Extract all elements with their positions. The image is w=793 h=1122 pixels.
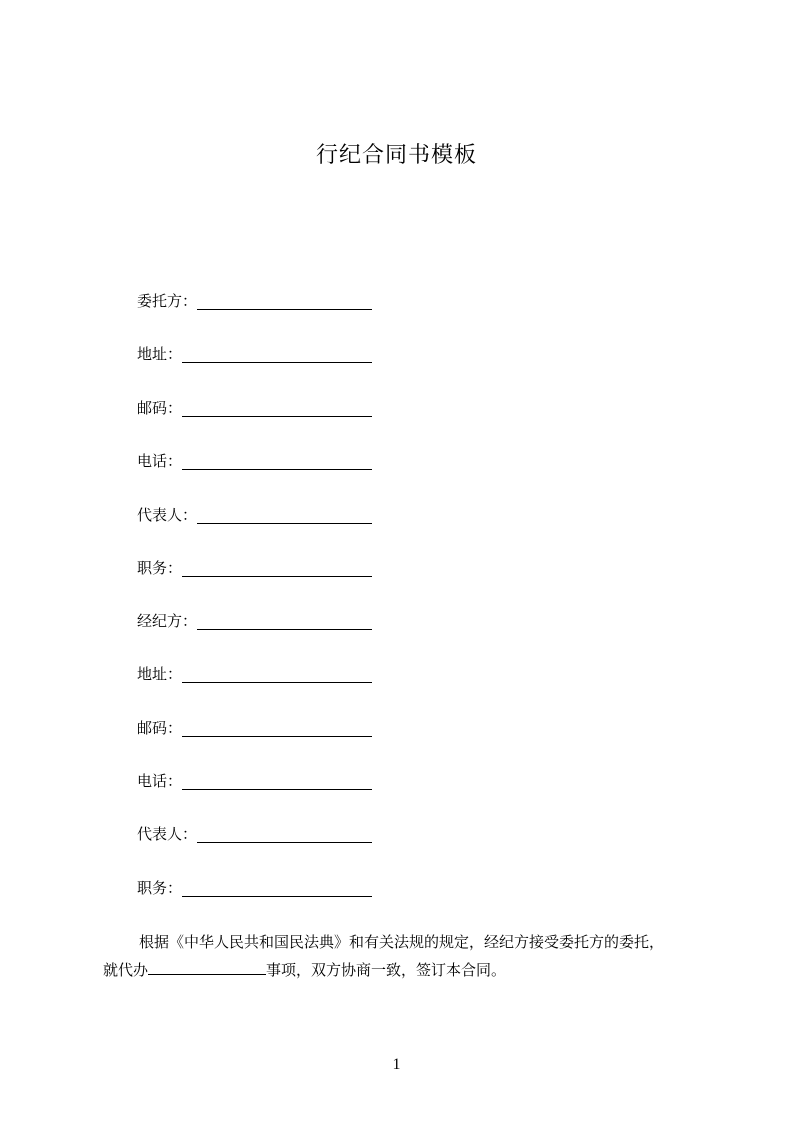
paragraph-text: 就代办 [103, 961, 149, 979]
fill-in-line [182, 666, 372, 683]
page-number: 1 [392, 1056, 401, 1073]
field-label: 职务： [137, 879, 183, 897]
field-label: 地址： [137, 345, 183, 363]
field-broker-phone [137, 769, 372, 791]
field-label: 委托方： [137, 292, 198, 310]
field-label: 地址： [137, 665, 183, 683]
field-client-address [137, 342, 372, 364]
field-broker-representative [137, 822, 372, 844]
fill-in-line [197, 826, 372, 843]
fill-in-line [148, 959, 266, 975]
field-label: 职务： [137, 559, 183, 577]
paragraph-text: 根据《中华人民共和国民法典》和有关法规的规定，经纪方接受委托方的委托， [139, 933, 665, 951]
field-broker-position [137, 876, 372, 898]
fill-in-line [182, 773, 372, 790]
field-label: 邮码： [137, 719, 183, 737]
paragraph-text: 事项，双方协商一致，签订本合同。 [266, 961, 507, 979]
agreement-paragraph-line2 [103, 959, 703, 980]
fill-in-line [182, 560, 372, 577]
field-client-postcode [137, 396, 372, 418]
field-client-party [137, 289, 372, 311]
field-client-phone [137, 449, 372, 471]
document-title: 行纪合同书模板 [315, 143, 477, 168]
field-label: 经纪方： [137, 612, 198, 630]
field-client-representative [137, 503, 372, 525]
fill-in-line [182, 880, 372, 897]
fill-in-line [182, 346, 372, 363]
agreement-paragraph-line1 [103, 932, 703, 952]
field-client-position [137, 556, 372, 578]
field-broker-address [137, 662, 372, 684]
fill-in-line [197, 507, 372, 524]
field-label: 代表人： [137, 506, 198, 524]
fill-in-line [182, 453, 372, 470]
fill-in-line [182, 400, 372, 417]
field-label: 电话： [137, 452, 183, 470]
fill-in-line [197, 613, 372, 630]
field-broker-party [137, 609, 372, 631]
fill-in-line [197, 293, 372, 310]
fill-in-line [182, 720, 372, 737]
field-broker-postcode [137, 716, 372, 738]
field-label: 邮码： [137, 399, 183, 417]
field-label: 电话： [137, 772, 183, 790]
field-label: 代表人： [137, 825, 198, 843]
